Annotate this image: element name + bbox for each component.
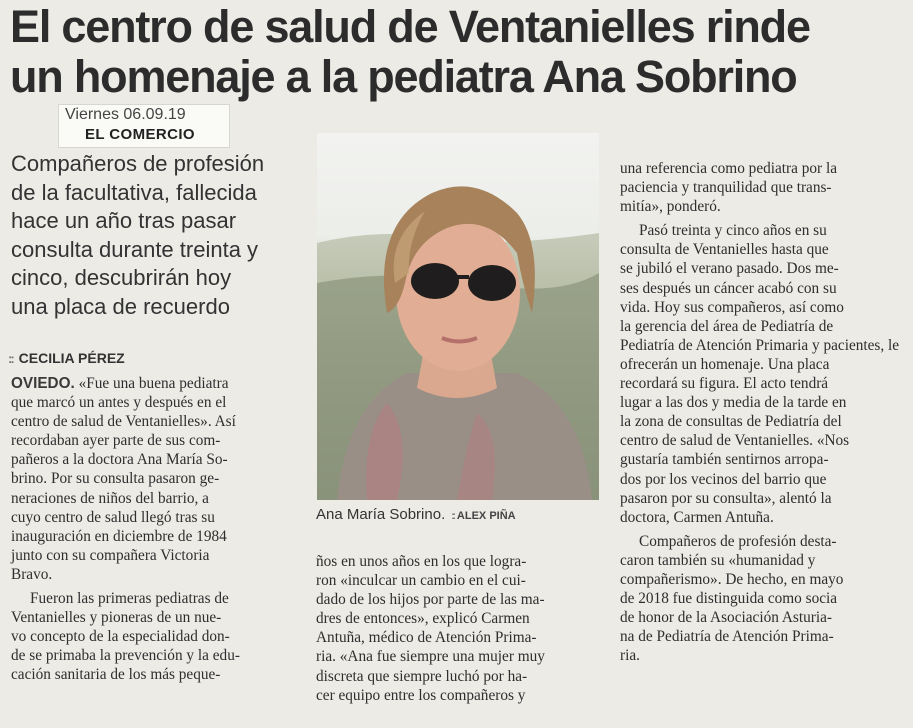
text-line: paciencia y tranquilidad que trans- <box>620 179 832 197</box>
date-stamp <box>58 104 230 148</box>
text-line: ria. <box>620 647 640 665</box>
text-line: lugar a las dos y media de la tarde en <box>620 394 847 412</box>
text-line: cuyo centro de salud llegó tras su <box>11 508 215 526</box>
text-line: Pasó treinta y cinco años en su <box>639 222 827 240</box>
text-line: centro de salud de Ventanielles. «Nos <box>620 432 850 450</box>
portrait-photo <box>317 133 599 500</box>
text-line: inauguración en diciembre de 1984 <box>11 527 227 545</box>
text-line: de se primaba la prevención y la edu- <box>11 647 240 665</box>
text-line: dado de los hijos por parte de las ma- <box>316 591 545 609</box>
lede-line: cinco, descubrirán hoy <box>11 265 232 291</box>
text-line: Compañeros de profesión desta- <box>639 532 837 550</box>
publication-date: Viernes 06.09.19 <box>65 106 186 123</box>
text-line: discreta que siempre luchó por ha- <box>316 667 528 685</box>
text-line: una referencia como pediatra por la <box>620 160 838 177</box>
text-line: pañeros a la doctora Ana María So- <box>11 451 228 469</box>
photo-credit <box>451 510 515 522</box>
article-column-1 <box>11 374 296 685</box>
text-line: neraciones de niños del barrio, a <box>11 489 209 507</box>
text-line: junto con su compañera Victoria <box>11 546 210 564</box>
text-line: ses después un cáncer acabó con su <box>620 279 837 297</box>
text-line: Bravo. <box>11 565 53 583</box>
byline-author: CECILIA PÉREZ <box>18 350 125 366</box>
text-line: la zona de consultas de Pediatría del <box>620 413 842 431</box>
article-column-3 <box>620 159 910 665</box>
text-line-fragment: «Fue una buena pediatra <box>74 375 229 392</box>
dateline-place: OVIEDO. <box>11 375 75 392</box>
text-line: vo concepto de la especialidad don- <box>11 628 230 646</box>
text-line: Antuña, médico de Atención Prima- <box>316 629 537 647</box>
text-line: consulta de Ventanielles hasta que <box>620 241 829 259</box>
text-line: recordará su figura. El acto tendrá <box>620 375 829 393</box>
text-line: cer equipo entre los compañeros y <box>316 686 526 704</box>
text-line: de honor de la Asociación Asturia- <box>620 609 832 627</box>
text-line: recordaban ayer parte de sus com- <box>11 432 221 450</box>
lede-line: Compañeros de profesión <box>11 151 265 176</box>
text-line: gustaría también sentirnos arropa- <box>620 451 829 469</box>
text-line: mitía», ponderó. <box>620 198 721 216</box>
headline-line-1: El centro de salud de Ventanielles rinde <box>10 1 810 52</box>
text-line: de 2018 fue distinguida como socia <box>620 590 838 608</box>
text-line: compañerismo». De hecho, en mayo <box>620 570 844 588</box>
text-line: la gerencia del área de Pediatría de <box>620 317 834 335</box>
newspaper-name: EL COMERCIO <box>85 126 195 143</box>
text-line: Ventanielles y pioneras de un nue- <box>11 609 222 627</box>
text-line: Pediatría de Atención Primaria y pacientes, le <box>620 336 900 354</box>
text-line <box>11 374 296 393</box>
credit-name: ALEX PIÑA <box>456 510 516 522</box>
headline-line-2: un homenaje a la pediatra Ana Sobrino <box>10 51 797 102</box>
text-line: caron también su «humanidad y <box>620 551 816 569</box>
text-line: na de Pediatría de Atención Prima- <box>620 628 834 646</box>
lede-line: hace un año tras pasar <box>11 208 237 234</box>
lede-line: una placa de recuerdo <box>11 293 230 319</box>
lede-line: de la facultativa, fallecida <box>11 179 257 205</box>
text-line: ños en unos años en los que logra- <box>316 553 527 570</box>
text-line: pasaron por su consulta», alentó la <box>620 489 832 507</box>
byline <box>8 350 125 366</box>
lede-line: consulta durante treinta y <box>11 236 259 262</box>
text-line: dos por los vecinos del barrio que <box>620 470 827 488</box>
credit-dots: :: <box>451 511 454 522</box>
headline <box>10 2 905 102</box>
photo-caption <box>316 506 516 523</box>
byline-dots: :: <box>8 351 13 366</box>
portrait-illustration <box>317 133 599 500</box>
text-line: ofrecerán un homenaje. Una placa <box>620 355 830 373</box>
article-column-2 <box>316 552 601 705</box>
lede <box>11 150 303 322</box>
text-line: Fueron las primeras pediatras de <box>30 590 229 608</box>
text-line: ria. «Ana fue siempre una mujer muy <box>316 648 545 666</box>
text-line: que marcó un antes y después en el <box>11 394 227 412</box>
text-line: centro de salud de Ventanielles». Así <box>11 413 236 431</box>
caption-text: Ana María Sobrino. <box>316 506 446 523</box>
text-line: brino. Por su consulta pasaron ge- <box>11 470 220 488</box>
text-line: cación sanitaria de los más peque- <box>11 666 221 684</box>
text-line: doctora, Carmen Antuña. <box>620 508 774 526</box>
text-line: se jubiló el verano pasado. Dos me- <box>620 260 839 278</box>
text-line: vida. Hoy sus compañeros, así como <box>620 298 844 316</box>
text-line: dres de entonces», explicó Carmen <box>316 610 530 628</box>
text-line: ron «inculcar un cambio en el cui- <box>316 572 526 590</box>
